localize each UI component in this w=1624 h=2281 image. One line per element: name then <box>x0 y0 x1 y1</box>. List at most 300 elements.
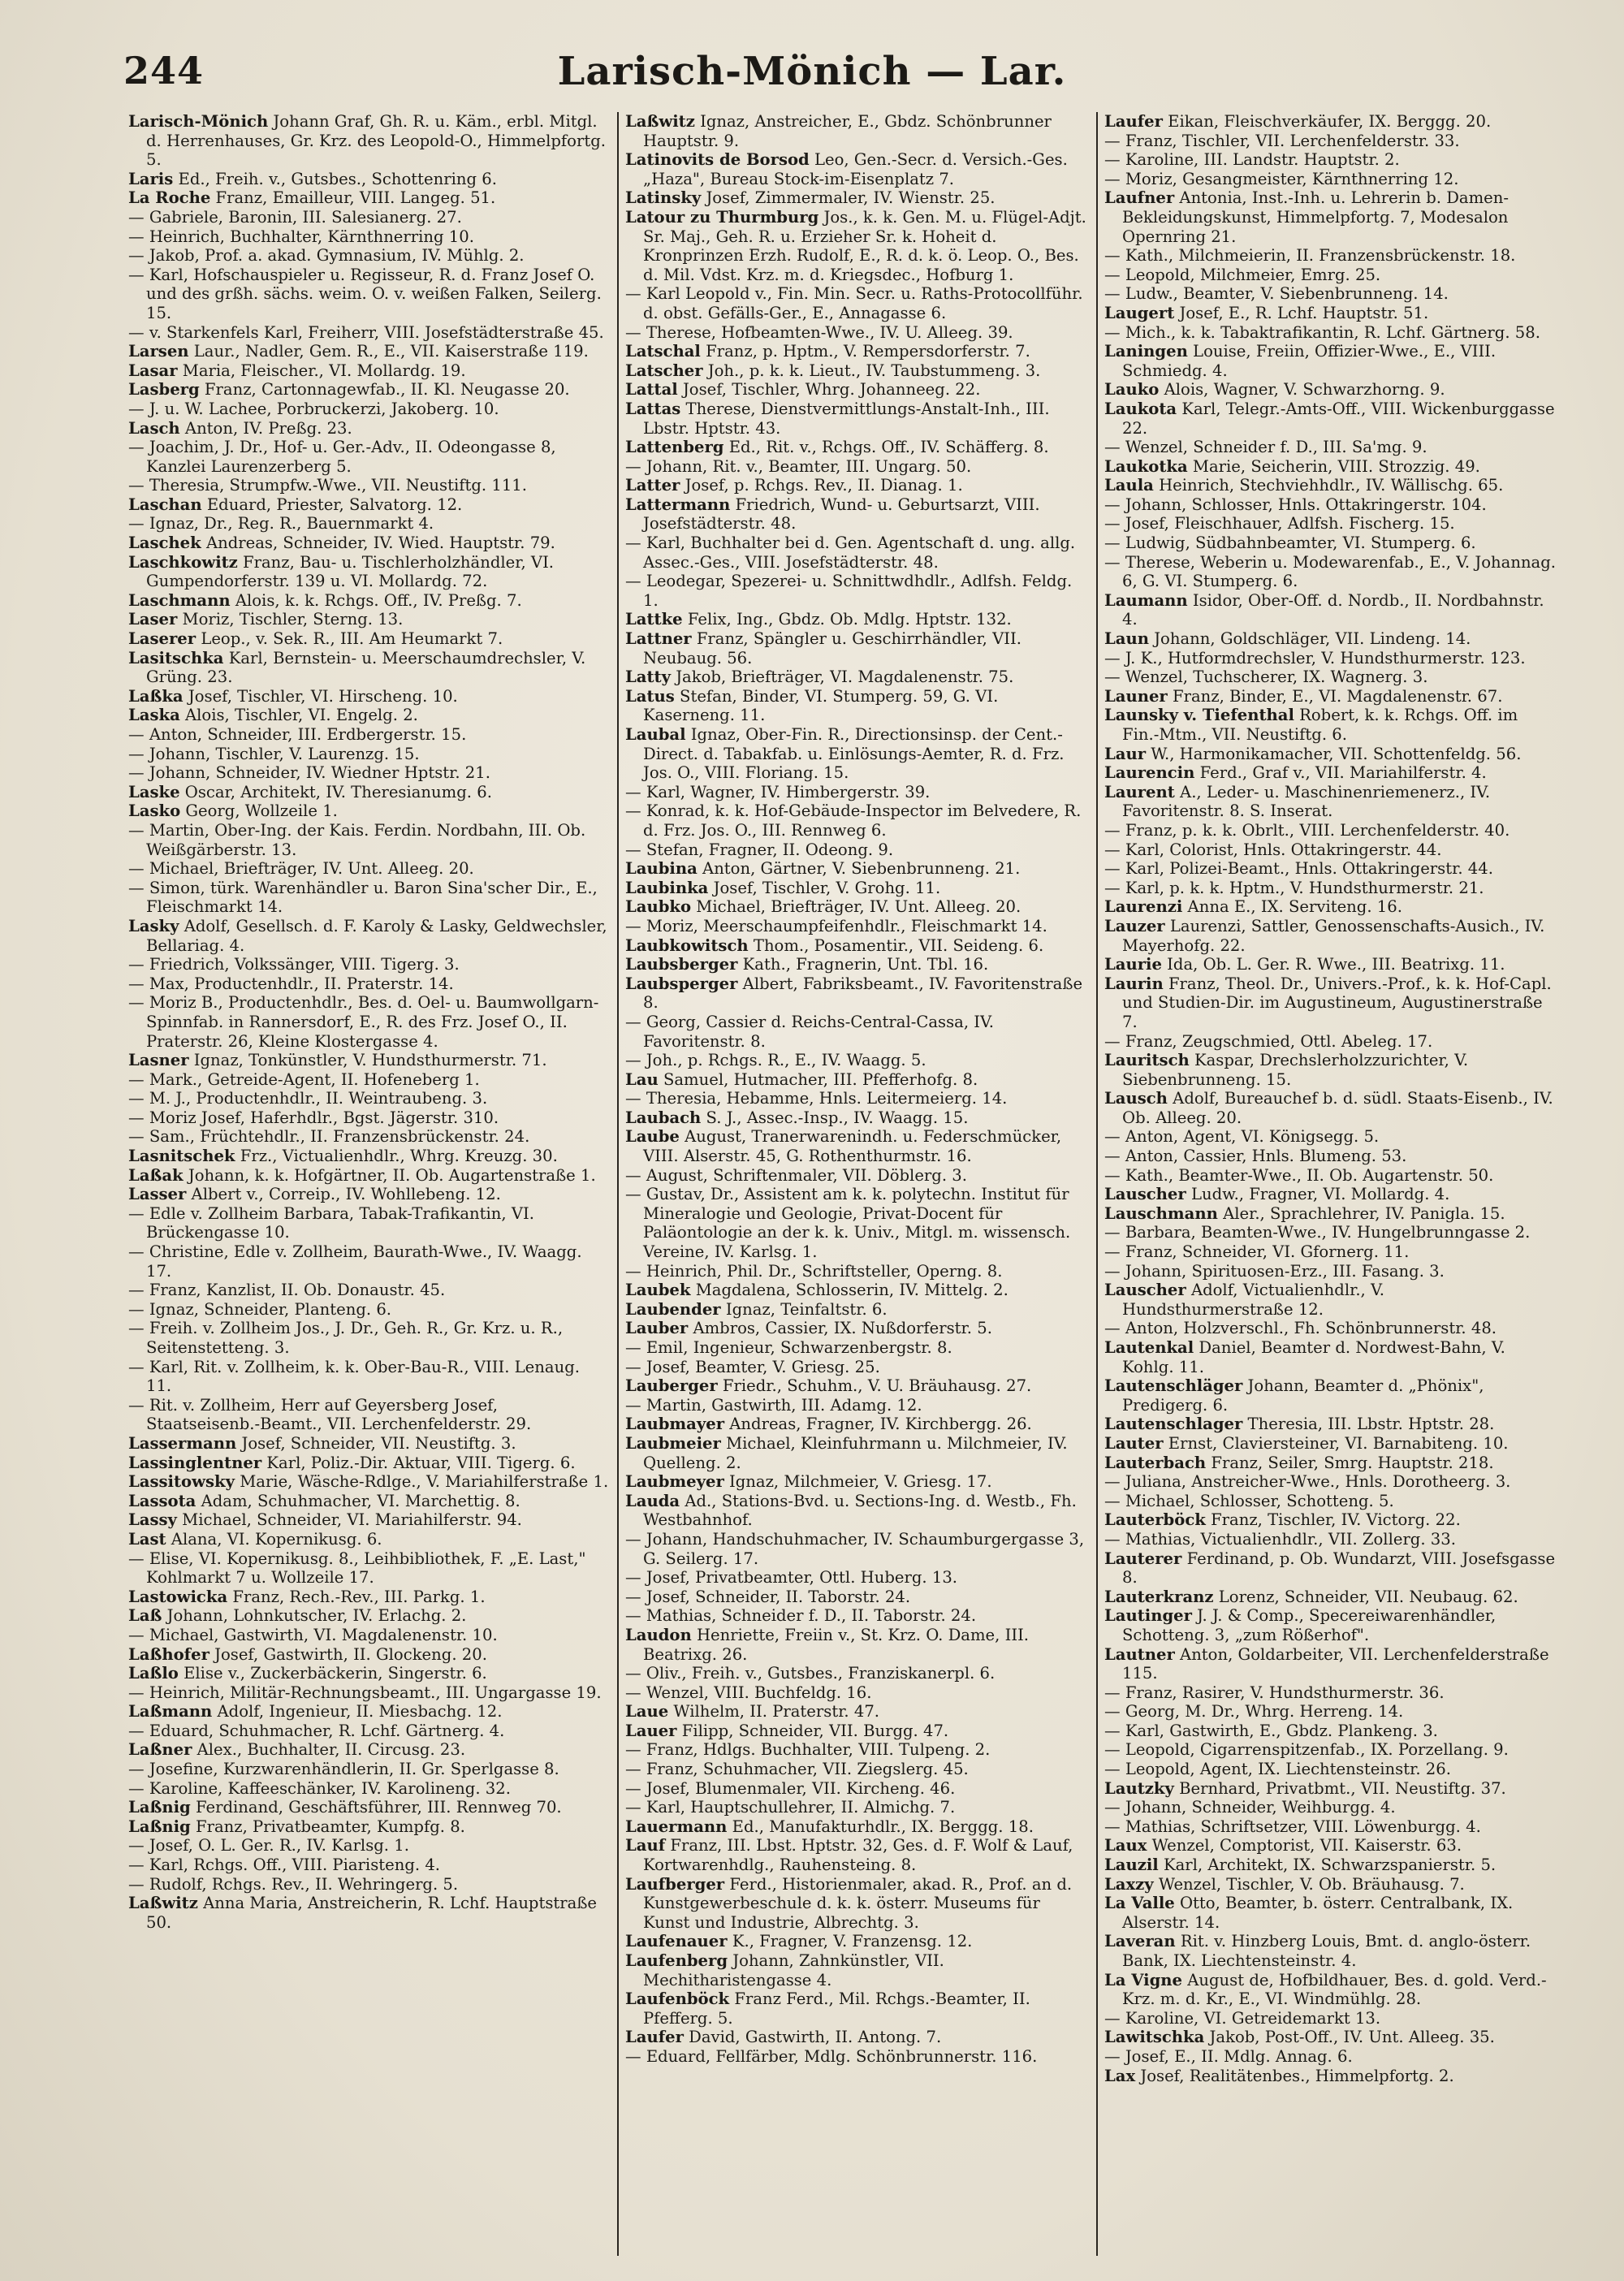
directory-columns <box>122 112 1567 2256</box>
entry-details: Karl, Bernstein- u. Meerschaumdrechsler, V. Grüng. 23. <box>146 648 586 687</box>
entry-surname: Laurie <box>1104 955 1162 974</box>
entry-details: — Barbara, Beamten-Wwe., IV. Hungelbrunngasse 2. <box>1104 1223 1531 1242</box>
directory-entry <box>625 974 1088 1013</box>
entry-details: Ignaz, Anstreicher, E., Gbdz. Schönbrunner Hauptstr. 9. <box>643 112 1052 150</box>
entry-details: — Mathias, Victualienhdlr., VII. Zollerg. 33. <box>1104 1529 1456 1549</box>
entry-details: — Ignaz, Dr., Reg. R., Bauernmarkt 4. <box>128 514 434 534</box>
entry-details: — Therese, Weberin u. Modewarenfab., E., V. Johannag. 6, G. VI. Stumperg. 6. <box>1104 552 1557 591</box>
directory-entry <box>625 629 1088 667</box>
entry-surname: Lassitowsky <box>128 1472 235 1492</box>
directory-entry <box>1104 1683 1559 1703</box>
directory-entry <box>1104 1645 1559 1683</box>
directory-entry <box>625 284 1088 322</box>
entry-surname: Latschal <box>625 342 701 361</box>
directory-entry <box>128 1875 609 1894</box>
page-number: 244 <box>123 49 205 93</box>
entry-details: K., Fragner, V. Franzensg. 12. <box>727 1932 973 1951</box>
entry-details: — Franz, Rasirer, V. Hundsthurmerstr. 36. <box>1104 1683 1445 1702</box>
entry-details: — Michael, Briefträger, IV. Unt. Alleeg. 20. <box>128 859 474 879</box>
directory-entry <box>625 1702 1088 1722</box>
directory-entry <box>625 534 1088 572</box>
entry-details: Leo, Gen.-Secr. d. Versich.-Ges. „Haza", Bureau Stock-im-Eisenplatz 7. <box>643 150 1068 188</box>
directory-entry <box>625 1492 1088 1530</box>
entry-surname: Laveran <box>1104 1932 1176 1951</box>
directory-entry <box>1104 342 1559 380</box>
entry-surname: Laukotka <box>1104 456 1188 476</box>
entry-details: — J. u. W. Lachee, Porbruckerzi, Jakoberg. 10. <box>128 399 499 418</box>
entry-details: — Moriz, Meerschaumpfeifenhdlr., Fleischmarkt 14. <box>625 916 1047 935</box>
entry-details: Josef, Tischler, Whrg. Johanneeg. 22. <box>677 380 981 400</box>
directory-entry <box>128 1779 609 1799</box>
entry-surname: Laschkowitz <box>128 552 238 572</box>
entry-surname: Lautenschläger <box>1104 1376 1243 1396</box>
directory-entry <box>1104 170 1559 189</box>
directory-entry <box>625 572 1088 610</box>
entry-details: Heinrich, Stechviehhdlr., IV. Wällischg. 65. <box>1153 476 1504 495</box>
entry-details: Ludw., Fragner, VI. Mollardg. 4. <box>1186 1185 1450 1204</box>
entry-surname: Laurin <box>1104 974 1164 993</box>
entry-details: — Franz, Schuhmacher, VII. Ziegslerg. 45. <box>625 1760 969 1779</box>
entry-details: — Karl, Rchgs. Off., VIII. Piaristeng. 4. <box>128 1855 441 1875</box>
entry-details: Michael, Schneider, VI. Mariahilferstr. 94. <box>176 1510 522 1530</box>
directory-entry <box>1104 534 1559 553</box>
directory-entry <box>128 821 609 859</box>
entry-surname: Laßhofer <box>128 1644 209 1664</box>
directory-entry <box>625 1166 1088 1186</box>
entry-surname: Laurencin <box>1104 763 1195 783</box>
column-1 <box>122 112 617 2256</box>
entry-details: — Josef, E., II. Mdlg. Annag. 6. <box>1104 2046 1353 2066</box>
entry-surname: Lattas <box>625 399 681 418</box>
directory-entry <box>625 150 1088 188</box>
entry-details: — Leodegar, Spezerei- u. Schnittwdhdlr., Adlfsh. Feldg. 1. <box>625 572 1073 610</box>
directory-entry <box>1104 112 1559 132</box>
entry-surname: Lastowicka <box>128 1587 228 1606</box>
directory-entry <box>128 1702 609 1722</box>
directory-entry <box>625 457 1088 477</box>
directory-entry <box>1104 955 1559 974</box>
entry-details: Ignaz, Milchmeier, V. Griesg. 17. <box>723 1472 992 1492</box>
entry-surname: Laßnig <box>128 1817 191 1836</box>
directory-entry <box>625 1281 1088 1300</box>
directory-entry <box>128 1166 609 1186</box>
directory-entry <box>1104 1223 1559 1242</box>
entry-details: — Johann, Handschuhmacher, IV. Schaumburgergasse 3, G. Seilerg. 17. <box>625 1529 1085 1568</box>
directory-entry <box>625 1089 1088 1108</box>
directory-entry <box>625 1798 1088 1817</box>
directory-entry <box>1104 438 1559 457</box>
entry-surname: Laubmayer <box>625 1415 725 1434</box>
directory-entry <box>625 1817 1088 1837</box>
entry-details: Wilhelm, II. Praterstr. 47. <box>668 1702 880 1722</box>
directory-entry <box>1104 1262 1559 1281</box>
directory-entry <box>128 342 609 361</box>
entry-details: — Oliv., Freih. v., Gutsbes., Franziskanerpl. 6. <box>625 1664 996 1683</box>
entry-surname: Laßwitz <box>128 1894 198 1913</box>
directory-entry <box>1104 1722 1559 1741</box>
entry-details: Kath., Fragnerin, Unt. Tbl. 16. <box>737 955 989 974</box>
directory-entry <box>128 1358 609 1396</box>
directory-entry <box>1104 1510 1559 1530</box>
entry-surname: Latour zu Thurmburg <box>625 207 819 227</box>
entry-details: Ed., Rit. v., Rchgs. Off., IV. Schäfferg. 8. <box>723 438 1049 457</box>
directory-entry <box>625 1530 1088 1568</box>
entry-details: S. J., Assec.-Insp., IV. Waagg. 15. <box>701 1108 969 1127</box>
entry-surname: Laser <box>128 610 178 629</box>
entry-details: — Mich., k. k. Tabaktrafikantin, R. Lchf. Gärtnerg. 58. <box>1104 322 1540 342</box>
entry-details: — Wenzel, VIII. Buchfeldg. 16. <box>625 1683 872 1702</box>
directory-entry <box>128 495 609 515</box>
directory-entry <box>1104 1089 1559 1127</box>
entry-surname: Launsky v. Tiefenthal <box>1104 706 1294 725</box>
entry-surname: Laßmann <box>128 1702 213 1722</box>
entry-details: Elise v., Zuckerbäckerin, Singerstr. 6. <box>178 1664 487 1683</box>
directory-entry <box>1104 1147 1559 1166</box>
entry-surname: Lasko <box>128 801 181 821</box>
directory-entry <box>128 1683 609 1703</box>
directory-entry <box>128 1549 609 1588</box>
entry-surname: Lassota <box>128 1491 197 1510</box>
entry-surname: Lautenschlager <box>1104 1415 1243 1434</box>
entry-details: Marie, Wäsche-Rdlge., V. Mariahilferstraße 1. <box>234 1472 609 1492</box>
directory-entry <box>128 1626 609 1645</box>
directory-entry <box>1104 1836 1559 1855</box>
entry-details: Franz Ferd., Mil. Rchgs.-Beamter, II. Pfefferg. 5. <box>643 1989 1030 2028</box>
entry-details: — Ignaz, Schneider, Planteng. 6. <box>128 1299 392 1319</box>
entry-details: — v. Starkenfels Karl, Freiherr, VIII. Josefstädterstraße 45. <box>128 322 604 342</box>
entry-surname: Laufer <box>625 2028 684 2047</box>
entry-details: — Karl, Hofschauspieler u. Regisseur, R. d. Franz Josef O. und des grßh. sächs. weim. O. v. weißen Falken, Seilerg. 15. <box>128 265 602 322</box>
entry-details: — Moriz B., Productenhdlr., Bes. d. Oel- u. Baumwollgarn-Spinnfab. in Rannersdorf, E., R. des Frz. Josef O., II. Praterstr. 26, Kleine Klostergasse 4. <box>128 993 599 1051</box>
directory-entry <box>1104 745 1559 764</box>
entry-surname: Lattal <box>625 380 678 400</box>
directory-entry <box>1104 150 1559 170</box>
entry-details: Laurenzi, Sattler, Genossenschafts-Ausich., IV. Mayerhofg. 22. <box>1122 916 1545 955</box>
directory-entry <box>625 1013 1088 1051</box>
entry-surname: Laubinka <box>625 878 709 897</box>
directory-entry <box>625 879 1088 898</box>
directory-entry <box>625 361 1088 381</box>
entry-details: — Martin, Ober-Ing. der Kais. Ferdin. Nordbahn, III. Ob. Weißgärberstr. 13. <box>128 820 586 859</box>
entry-surname: Lauko <box>1104 380 1160 400</box>
entry-details: — Joachim, J. Dr., Hof- u. Ger.-Adv., II. Odeongasse 8, Kanzlei Laurenzerberg 5. <box>128 438 556 476</box>
entry-surname: Laula <box>1104 476 1154 495</box>
directory-entry <box>128 610 609 629</box>
running-head: Larisch-Mönich — Lar. <box>557 49 1067 94</box>
entry-surname: Lauf <box>625 1836 666 1855</box>
directory-entry <box>128 1281 609 1300</box>
entry-details: August de, Hofbildhauer, Bes. d. gold. Verd.-Krz. m. d. Kr., E., VI. Windmühlg. 28. <box>1122 1970 1547 2009</box>
entry-details: Jos., k. k. Gen. M. u. Flügel-Adjt. Sr. Maj., Geh. R. u. Erzieher Sr. k. Hoheit d. Kronprinzen Erzh. Rudolf, E., R. d. k. ö. Leop. O., Bes. d. Mil. Vdst. Krz. m. d. Kriegsdec., Hofburg 1. <box>643 207 1086 284</box>
entry-surname: Lattke <box>625 610 683 629</box>
directory-entry <box>625 801 1088 840</box>
directory-entry <box>625 1664 1088 1683</box>
entry-surname: Laur <box>1104 744 1147 763</box>
column-2 <box>617 112 1096 2256</box>
entry-details: — Karl, Polizei-Beamt., Hnls. Ottakringerstr. 44. <box>1104 859 1493 879</box>
directory-entry <box>128 859 609 879</box>
directory-entry <box>128 1127 609 1147</box>
entry-details: Thom., Posamentir., VII. Seideng. 6. <box>748 935 1044 955</box>
entry-details: Josef, Schneider, VII. Neustiftg. 3. <box>236 1433 516 1453</box>
directory-entry <box>128 974 609 994</box>
directory-entry <box>625 1626 1088 1664</box>
entry-details: Frz., Victualienhdlr., Whrg. Kreuzg. 30. <box>235 1147 558 1166</box>
entry-details: Robert, k. k. Rchgs. Off. im Fin.-Mtm., VII. Neustiftg. 6. <box>1122 706 1518 744</box>
entry-details: — Josefine, Kurzwarenhändlerin, II. Gr. Sperlgasse 8. <box>128 1760 559 1779</box>
entry-details: — Karl, Colorist, Hnls. Ottakringerstr. 44. <box>1104 840 1442 859</box>
directory-entry <box>128 476 609 495</box>
directory-entry <box>128 879 609 917</box>
entry-details: — Karoline, III. Landstr. Hauptstr. 2. <box>1104 150 1400 170</box>
entry-surname: Laßner <box>128 1740 192 1760</box>
entry-details: — Franz, Zeugschmied, Ottl. Abeleg. 17. <box>1104 1031 1433 1051</box>
directory-entry <box>625 2028 1088 2047</box>
entry-surname: Last <box>128 1529 166 1549</box>
directory-entry <box>1104 1702 1559 1722</box>
directory-entry <box>128 1108 609 1128</box>
entry-details: — Leopold, Agent, IX. Liechtensteinstr. 26. <box>1104 1760 1451 1779</box>
directory-entry <box>128 1185 609 1204</box>
entry-details: Ferdinand, Geschäftsführer, III. Rennweg 70. <box>190 1798 562 1817</box>
directory-entry <box>128 170 609 189</box>
entry-surname: Lauda <box>625 1491 680 1510</box>
entry-surname: Laris <box>128 169 174 188</box>
directory-entry <box>128 1760 609 1779</box>
entry-surname: Lauber <box>625 1319 689 1338</box>
directory-entry <box>128 1454 609 1473</box>
entry-details: Daniel, Beamter d. Nordwest-Bahn, V. Kohlg. 11. <box>1122 1338 1505 1376</box>
directory-entry <box>128 208 609 227</box>
directory-entry <box>625 917 1088 936</box>
directory-entry <box>625 342 1088 361</box>
entry-surname: Lattermann <box>625 495 731 514</box>
directory-entry <box>625 1319 1088 1338</box>
directory-entry <box>1104 629 1559 649</box>
entry-surname: Lassinglentner <box>128 1453 262 1472</box>
entry-details: Oscar, Architekt, IV. Theresianumg. 6. <box>179 782 492 801</box>
entry-details: Andreas, Fragner, IV. Kirchbergg. 26. <box>724 1415 1032 1434</box>
directory-entry <box>128 629 609 649</box>
entry-details: Ernst, Claviersteiner, VI. Barnabiteng. 10. <box>1163 1433 1509 1453</box>
entry-details: Ferd., Historienmaler, akad. R., Prof. an d. Kunstgewerbeschule d. k. k. österr. Museums für Kunst und Industrie, Albrechtg. 3. <box>643 1874 1073 1932</box>
entry-surname: Laugert <box>1104 303 1175 322</box>
entry-details: — Josef, Privatbeamter, Ottl. Huberg. 13. <box>625 1568 958 1588</box>
entry-details: — Konrad, k. k. Hof-Gebäude-Inspector im Belvedere, R. d. Frz. Jos. O., III. Rennweg 6. <box>625 801 1082 840</box>
entry-surname: Laubkowitsch <box>625 935 749 955</box>
entry-details: Anton, IV. Preßg. 23. <box>179 418 352 438</box>
directory-entry <box>1104 897 1559 917</box>
directory-entry <box>128 783 609 802</box>
directory-entry <box>625 1779 1088 1799</box>
entry-details: Moriz, Tischler, Sterng. 13. <box>177 610 404 629</box>
entry-surname: Laue <box>625 1702 669 1722</box>
entry-details: — Johann, Schneider, IV. Wiedner Hptstr. 21. <box>128 763 490 783</box>
entry-details: — Johann, Spirituosen-Erz., III. Fasang. 3. <box>1104 1261 1445 1281</box>
entry-details: Johann, Zahnkünstler, VII. Mechitharistengasse 4. <box>643 1951 944 1989</box>
entry-surname: Lauberger <box>625 1376 718 1396</box>
entry-details: Franz, Theol. Dr., Univers.-Prof., k. k. Hof-Capl. und Studien-Dir. im Augustineum, Augustinerstraße 7. <box>1122 974 1552 1031</box>
entry-details: Ignaz, Tonkünstler, V. Hundsthurmerstr. 71. <box>188 1051 547 1070</box>
entry-details: — Leopold, Milchmeier, Emrg. 25. <box>1104 265 1381 284</box>
entry-details: Jakob, Post-Off., IV. Unt. Alleeg. 35. <box>1204 2028 1495 2047</box>
entry-details: Ferdinand, p. Ob. Wundarzt, VIII. Josefsgasse 8. <box>1122 1549 1556 1588</box>
entry-details: Alois, Tischler, VI. Engelg. 2. <box>179 706 418 725</box>
directory-entry <box>128 801 609 821</box>
entry-details: — Heinrich, Militär-Rechnungsbeamt., III. Ungargasse 19. <box>128 1683 602 1702</box>
entry-details: Alois, Wagner, V. Schwarzhorng. 9. <box>1159 380 1445 400</box>
entry-surname: Lax <box>1104 2066 1136 2085</box>
entry-surname: Laska <box>128 706 180 725</box>
entry-details: Ignaz, Ober-Fin. R., Directionsinsp. der Cent.-Direct. d. Tabakfab. u. Einlösungs-Aemter, R. d. Frz. Jos. O., VIII. Floriang. 15. <box>643 725 1065 783</box>
entry-surname: Laßnig <box>128 1798 191 1817</box>
directory-entry <box>128 1740 609 1760</box>
directory-entry <box>625 1568 1088 1588</box>
entry-surname: Larisch-Mönich <box>128 112 269 131</box>
entry-surname: Lasnitschek <box>128 1147 235 1166</box>
entry-details: Friedrich, Wund- u. Geburtsarzt, VIII. Josefstädterstr. 48. <box>643 495 1040 534</box>
directory-entry <box>1104 132 1559 151</box>
entry-details: Adolf, Ingenieur, II. Miesbachg. 12. <box>212 1702 503 1722</box>
entry-details: — Juliana, Anstreicher-Wwe., Hnls. Dorotheerg. 3. <box>1104 1472 1511 1492</box>
directory-entry <box>128 1664 609 1683</box>
entry-details: — Karoline, VI. Getreidemarkt 13. <box>1104 2008 1381 2028</box>
entry-details: Adolf, Gesellsch. d. F. Karoly & Lasky, Geldwechsler, Bellariag. 4. <box>146 916 607 955</box>
entry-details: — Freih. v. Zollheim Jos., J. Dr., Geh. R., Gr. Krz. u. R., Seitenstetteng. 3. <box>128 1319 564 1357</box>
entry-surname: Laufenböck <box>625 1989 730 2009</box>
entry-surname: Lautinger <box>1104 1606 1192 1626</box>
entry-surname: Lautner <box>1104 1644 1175 1664</box>
directory-entry <box>1104 304 1559 323</box>
entry-details: Anton, Gärtner, V. Siebenbrunneng. 21. <box>697 859 1021 879</box>
directory-entry <box>625 1760 1088 1779</box>
entry-details: — Therese, Hofbeamten-Wwe., IV. U. Alleeg. 39. <box>625 322 1013 342</box>
directory-entry <box>128 993 609 1051</box>
entry-surname: Lauzil <box>1104 1855 1159 1875</box>
entry-details: Anton, Goldarbeiter, VII. Lerchenfelderstraße 115. <box>1122 1644 1549 1683</box>
entry-details: — Karl, p. k. k. Hptm., V. Hundsthurmerstr. 21. <box>1104 878 1484 897</box>
directory-entry <box>128 1894 609 1932</box>
entry-details: — Sam., Früchtehdlr., II. Franzensbrückenstr. 24. <box>128 1127 530 1147</box>
entry-surname: Laube <box>625 1127 680 1147</box>
directory-entry <box>625 1185 1088 1261</box>
directory-entry <box>128 361 609 381</box>
entry-surname: Lawitschka <box>1104 2028 1205 2047</box>
entry-surname: Laufenauer <box>625 1932 728 1951</box>
directory-entry <box>1104 284 1559 304</box>
entry-details: Joh., p. k. k. Lieut., IV. Taubstummeng. 3. <box>702 361 1041 380</box>
directory-entry <box>625 897 1088 917</box>
entry-details: Michael, Kleinfuhrmann u. Milchmeier, IV. Quelleng. 2. <box>643 1433 1068 1472</box>
directory-entry <box>625 1358 1088 1377</box>
directory-entry <box>1104 1166 1559 1186</box>
entry-surname: Laubsberger <box>625 955 738 974</box>
directory-entry <box>128 419 609 438</box>
directory-entry <box>1104 859 1559 879</box>
entry-surname: Laß <box>128 1606 162 1626</box>
entry-surname: La Valle <box>1104 1894 1175 1913</box>
directory-entry <box>1104 1242 1559 1262</box>
entry-details: Adolf, Victualienhdlr., V. Hundsthurmerstraße 12. <box>1122 1281 1384 1319</box>
entry-details: — Karl, Rit. v. Zollheim, k. k. Ober-Bau-R., VIII. Lenaug. 11. <box>128 1357 580 1396</box>
directory-entry <box>128 1300 609 1320</box>
directory-entry <box>1104 1472 1559 1492</box>
directory-entry <box>1104 1454 1559 1473</box>
directory-entry <box>1104 1204 1559 1224</box>
entry-details: Alana, VI. Kopernikusg. 6. <box>166 1529 382 1549</box>
entry-surname: Lasser <box>128 1185 187 1204</box>
directory-entry <box>128 1089 609 1108</box>
entry-surname: Laßak <box>128 1165 184 1185</box>
directory-entry <box>128 706 609 725</box>
directory-entry <box>1104 706 1559 744</box>
directory-entry <box>1104 553 1559 591</box>
entry-surname: Latinovits de Borsod <box>625 150 810 170</box>
directory-entry <box>1104 2009 1559 2028</box>
directory-entry <box>625 1262 1088 1281</box>
directory-entry <box>128 438 609 476</box>
directory-entry <box>1104 1492 1559 1511</box>
directory-entry <box>625 1588 1088 1607</box>
directory-entry <box>1104 2067 1559 2086</box>
entry-details: Louise, Freiin, Offizier-Wwe., E., VIII. Schmiedg. 4. <box>1122 342 1497 380</box>
entry-surname: Lauterböck <box>1104 1510 1206 1530</box>
entry-details: — Josef, O. L. Ger. R., IV. Karlsg. 1. <box>128 1836 409 1855</box>
entry-surname: Laserer <box>128 629 197 649</box>
entry-details: Laur., Nadler, Gem. R., E., VII. Kaiserstraße 119. <box>188 342 589 361</box>
entry-details: — Anton, Schneider, III. Erdbergerstr. 15. <box>128 725 467 744</box>
entry-details: Leop., v. Sek. R., III. Am Heumarkt 7. <box>196 629 503 649</box>
entry-surname: Lauscher <box>1104 1185 1186 1204</box>
directory-entry <box>128 188 609 208</box>
entry-surname: Latinsky <box>625 188 702 208</box>
directory-entry <box>1104 1875 1559 1894</box>
entry-details: — Rit. v. Zollheim, Herr auf Geyersberg Josef, Staatseisenb.-Beamt., VII. Lerchenfelderstr. 29. <box>128 1395 532 1434</box>
directory-entry <box>128 553 609 591</box>
entry-details: — Josef, Fleischhauer, Adlfsh. Fischerg. 15. <box>1104 514 1455 534</box>
entry-details: — Johann, Schneider, Weihburgg. 4. <box>1104 1798 1396 1817</box>
entry-details: Ad., Stations-Bvd. u. Sections-Ing. d. Westb., Fh. Westbahnhof. <box>643 1491 1077 1530</box>
entry-details: — Theresia, Hebamme, Hnls. Leitermeierg. 14. <box>625 1089 1008 1108</box>
directory-entry <box>625 859 1088 879</box>
directory-entry <box>1104 783 1559 821</box>
entry-details: — Christine, Edle v. Zollheim, Baurath-Wwe., IV. Waagg. 17. <box>128 1242 582 1281</box>
directory-entry <box>1104 1127 1559 1147</box>
entry-details: Franz, p. Hptm., V. Rempersdorferstr. 7. <box>700 342 1030 361</box>
directory-entry <box>1104 687 1559 706</box>
directory-entry <box>1104 514 1559 534</box>
directory-entry <box>128 1434 609 1454</box>
entry-details: Michael, Briefträger, IV. Unt. Alleeg. 20. <box>691 897 1021 917</box>
directory-entry <box>625 438 1088 457</box>
directory-entry <box>1104 879 1559 898</box>
entry-details: Alois, k. k. Rchgs. Off., IV. Preßg. 7. <box>230 590 522 610</box>
entry-details: Johann, Beamter d. „Phönix", Predigerg. 6. <box>1122 1376 1484 1415</box>
directory-entry <box>625 380 1088 400</box>
entry-details: Maria, Fleischer., VI. Mollardg. 19. <box>177 361 466 380</box>
directory-entry <box>128 400 609 419</box>
entry-details: Franz, Binder, E., VI. Magdalenenstr. 67. <box>1167 686 1503 706</box>
directory-entry <box>1104 1281 1559 1319</box>
entry-surname: Laningen <box>1104 342 1188 361</box>
entry-details: Samuel, Hutmacher, III. Pfefferhofg. 8. <box>658 1069 978 1089</box>
entry-details: Ed., Freih. v., Gutsbes., Schottenring 6. <box>173 169 497 188</box>
entry-surname: Lauscher <box>1104 1281 1186 1300</box>
directory-entry <box>625 1989 1088 2028</box>
entry-surname: Lau <box>625 1069 659 1089</box>
entry-surname: Lassy <box>128 1510 177 1530</box>
directory-entry <box>625 1300 1088 1320</box>
